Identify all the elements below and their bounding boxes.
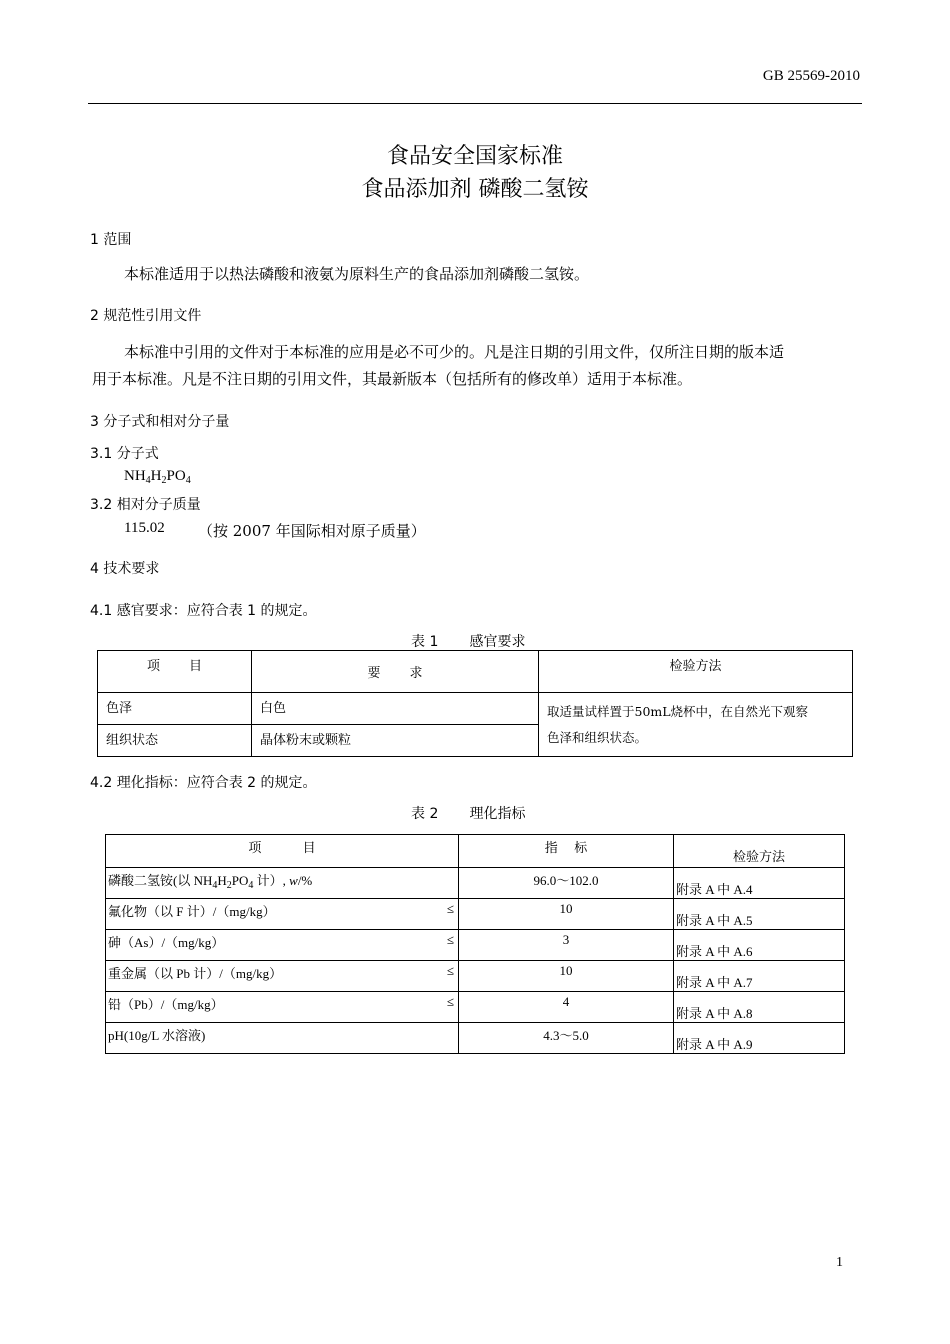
item-cell: 组织状态 xyxy=(98,725,252,757)
item-cell: 重金属（以 Pb 计）/（mg/kg） ≤ xyxy=(106,961,459,992)
molecular-weight-value: 115.02 xyxy=(124,520,165,536)
value-cell: 10 xyxy=(459,899,674,930)
header-rule xyxy=(88,103,862,104)
molecular-formula: $NH_4H_2PO_4$ xyxy=(124,468,191,486)
value-cell: 4 xyxy=(459,992,674,1023)
standard-code: GB 25569-2010 xyxy=(762,68,860,84)
table-row xyxy=(106,1023,845,1054)
table-row xyxy=(98,693,853,725)
title-line-2: 食品添加剂 磷酸二氢铵 xyxy=(361,177,589,202)
physicochemical-indicators-table xyxy=(105,834,845,1054)
section-4-heading: 4 技术要求 xyxy=(90,561,160,577)
header-cell: 项 目 xyxy=(98,651,252,693)
method-cell: 附录 A 中 A.8 xyxy=(674,992,845,1023)
page-number: 1 xyxy=(836,1255,843,1270)
table-row xyxy=(106,930,845,961)
item-cell: 磷酸二氢铵(以 $NH_4H_2PO_4$ 计）, w/% xyxy=(106,868,459,899)
method-cell: 附录 A 中 A.5 xyxy=(674,899,845,930)
method-cell: 附录 A 中 A.4 xyxy=(674,868,845,899)
less-equal-sign: ≤ xyxy=(446,901,454,916)
value-cell: 96.0～102.0 xyxy=(459,868,674,899)
test-method-line: 取适量试样置于50mL烧杯中，在自然光下观察 xyxy=(547,703,809,719)
section-1-body: 本标准适用于以热法磷酸和液氨为原料生产的食品添加剂磷酸二氢铵。 xyxy=(124,265,590,283)
section-2-body-line-1: 本标准中引用的文件对于本标准的应用是必不可少的。凡是注日期的引用文件，仅所注日期的版本适 xyxy=(124,343,785,361)
item-cell: 色泽 xyxy=(98,693,252,725)
method-cell: 附录 A 中 A.9 xyxy=(674,1023,845,1054)
value-cell: 3 xyxy=(459,930,674,961)
section-2-body-line-2: 用于本标准。凡是不注日期的引用文件，其最新版本（包括所有的修改单）适用于本标准。 xyxy=(92,370,693,388)
section-1-heading: 1 范围 xyxy=(90,232,132,248)
less-equal-sign: ≤ xyxy=(446,932,454,947)
item-cell: 铅（Pb）/（mg/kg） ≤ xyxy=(106,992,459,1023)
title-line-1: 食品安全国家标准 xyxy=(386,144,563,169)
header-cell: 项 目 xyxy=(106,835,459,868)
table-1-caption: 表 1 感官要求 xyxy=(411,634,526,650)
method-cell: 附录 A 中 A.6 xyxy=(674,930,845,961)
value-cell: 4.3～5.0 xyxy=(459,1023,674,1054)
table-row xyxy=(106,992,845,1023)
section-4-1-heading: 4.1 感官要求：应符合表 1 的规定。 xyxy=(90,603,317,619)
less-equal-sign: ≤ xyxy=(446,994,454,1009)
section-2-heading: 2 规范性引用文件 xyxy=(90,308,202,324)
value-cell: 10 xyxy=(459,961,674,992)
less-equal-sign: ≤ xyxy=(446,963,454,978)
header-cell: 要 求 xyxy=(252,651,539,693)
test-method-line: 色泽和组织状态。 xyxy=(547,729,648,745)
requirement-cell: 白色 xyxy=(252,693,539,725)
table-row xyxy=(106,868,845,899)
header-cell: 检验方法 xyxy=(539,651,853,693)
test-method-cell xyxy=(539,693,853,757)
table-header-row xyxy=(98,651,853,693)
item-cell: 氟化物（以 F 计）/（mg/kg） ≤ xyxy=(106,899,459,930)
item-cell: 砷（As）/（mg/kg） ≤ xyxy=(106,930,459,961)
table-row xyxy=(106,899,845,930)
header-cell: 指 标 xyxy=(459,835,674,868)
section-3-2-heading: 3.2 相对分子质量 xyxy=(90,497,201,513)
section-4-2-heading: 4.2 理化指标：应符合表 2 的规定。 xyxy=(90,775,317,791)
molecular-weight-note: （按 2007 年国际相对原子质量） xyxy=(198,522,426,540)
method-cell: 附录 A 中 A.7 xyxy=(674,961,845,992)
header-cell: 检验方法 xyxy=(674,835,845,868)
section-3-1-heading: 3.1 分子式 xyxy=(90,446,159,462)
table-row xyxy=(106,961,845,992)
table-2-caption: 表 2 理化指标 xyxy=(411,806,526,822)
table-header-row xyxy=(106,835,845,868)
item-cell: pH(10g/L 水溶液) xyxy=(106,1023,459,1054)
section-3-heading: 3 分子式和相对分子量 xyxy=(90,414,230,430)
requirement-cell: 晶体粉末或颗粒 xyxy=(252,725,539,757)
sensory-requirements-table xyxy=(97,650,853,757)
